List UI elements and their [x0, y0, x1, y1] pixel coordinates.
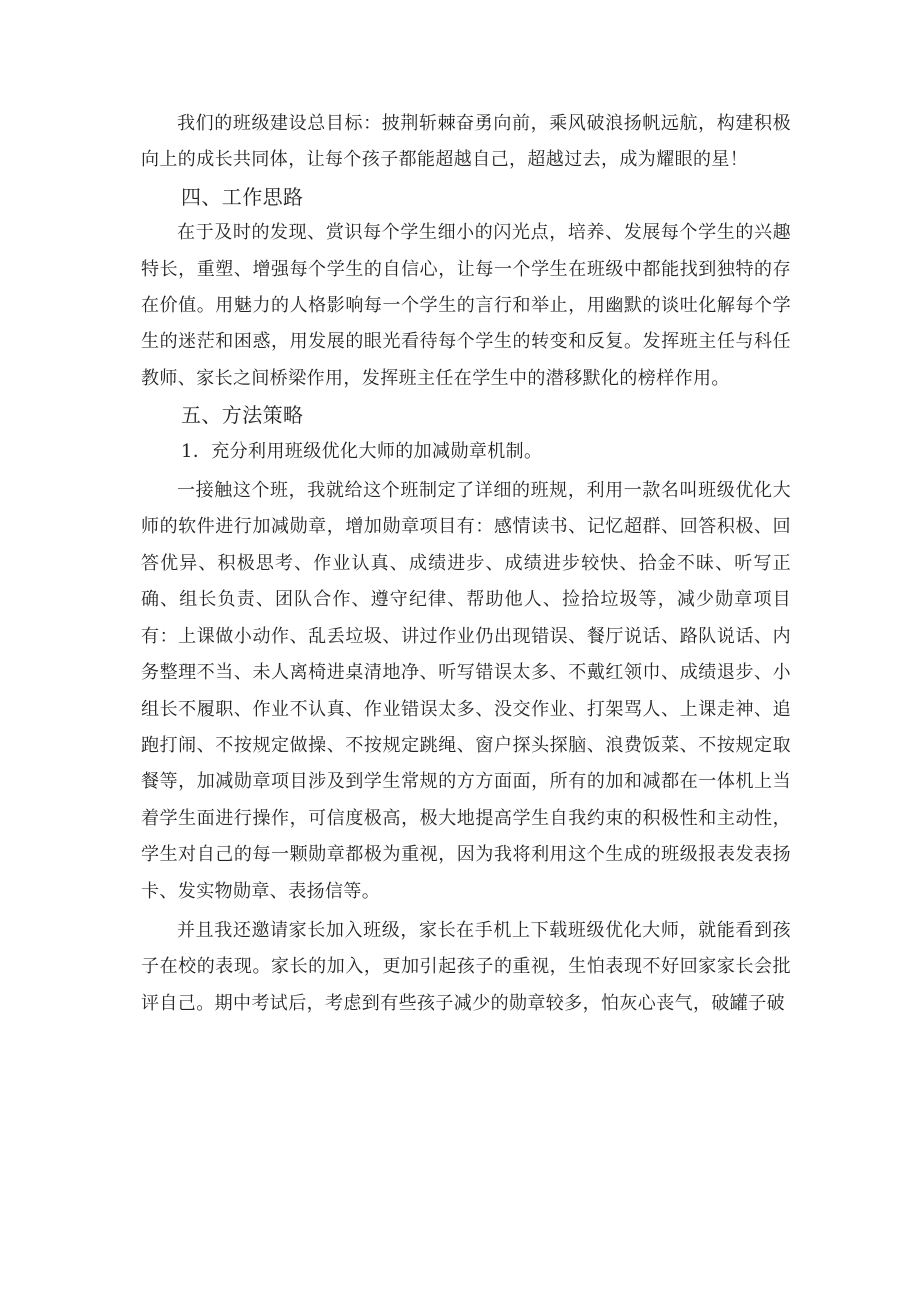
paragraph-class-goal: 我们的班级建设总目标：披荆斩棘奋勇向前，乘风破浪扬帆远航，构建积极向上的成长共同体，让每个孩子都能超越自己，超越过去，成为耀眼的星！	[141, 113, 791, 171]
paragraph-parent-involvement: 并且我还邀请家长加入班级，家长在手机上下载班级优化大师，就能看到孩子在校的表现。家长的加入，更加引起孩子的重视，生怕表现不好回家家长会批评自己。期中考试后，考虑到有些孩子减少的勋章较多，怕灰心丧气，破罐子破	[141, 919, 791, 1014]
subheading-badge-mechanism: 1．充分利用班级优化大师的加减勋章机制。	[181, 440, 543, 462]
paragraph-work-approach: 在于及时的发现、赏识每个学生细小的闪光点，培养、发展每个学生的兴趣特长，重塑、增强每个学生的自信心，让每一个学生在班级中都能找到独特的存在价值。用魅力的人格影响每一个学生的言行和举止，用幽默的谈吐化解每个学生的迷茫和困惑，用发展的眼光看待每个学生的转变和反复。发挥班主任与科任教师、家长之间桥梁作用，发挥班主任在学生中的潜移默化的榜样作用。	[141, 222, 791, 389]
heading-methods-strategies: 五、方法策略	[181, 403, 304, 428]
heading-work-approach: 四、工作思路	[181, 184, 304, 209]
document-body	[141, 106, 791, 1022]
paragraph-badge-rules: 一接触这个班，我就给这个班制定了详细的班规，利用一款名叫班级优化大师的软件进行加减勋章，增加勋章项目有：感情读书、记忆超群、回答积极、回答优异、积极思考、作业认真、成绩进步、成绩进步较快、拾金不昧、听写正确、组长负责、团队合作、遵守纪律、帮助他人、捡拾垃圾等，减少勋章项目有：上课做小动作、乱丢垃圾、讲过作业仍出现错误、餐厅说话、路队说话、内务整理不当、未人离椅进桌清地净、听写错误太多、不戴红领巾、成绩退步、小组长不履职、作业不认真、作业错误太多、没交作业、打架骂人、上课走神、追跑打闹、不按规定做操、不按规定跳绳、窗户探头探脑、浪费饭菜、不按规定取餐等，加减勋章项目涉及到学生常规的方方面面，所有的加和减都在一体机上当着学生面进行操作，可信度极高，极大地提高学生自我约束的积极性和主动性，学生对自己的每一颗勋章都极为重视，因为我将利用这个生成的班级报表发表扬卡、发实物勋章、表扬信等。	[141, 480, 791, 902]
